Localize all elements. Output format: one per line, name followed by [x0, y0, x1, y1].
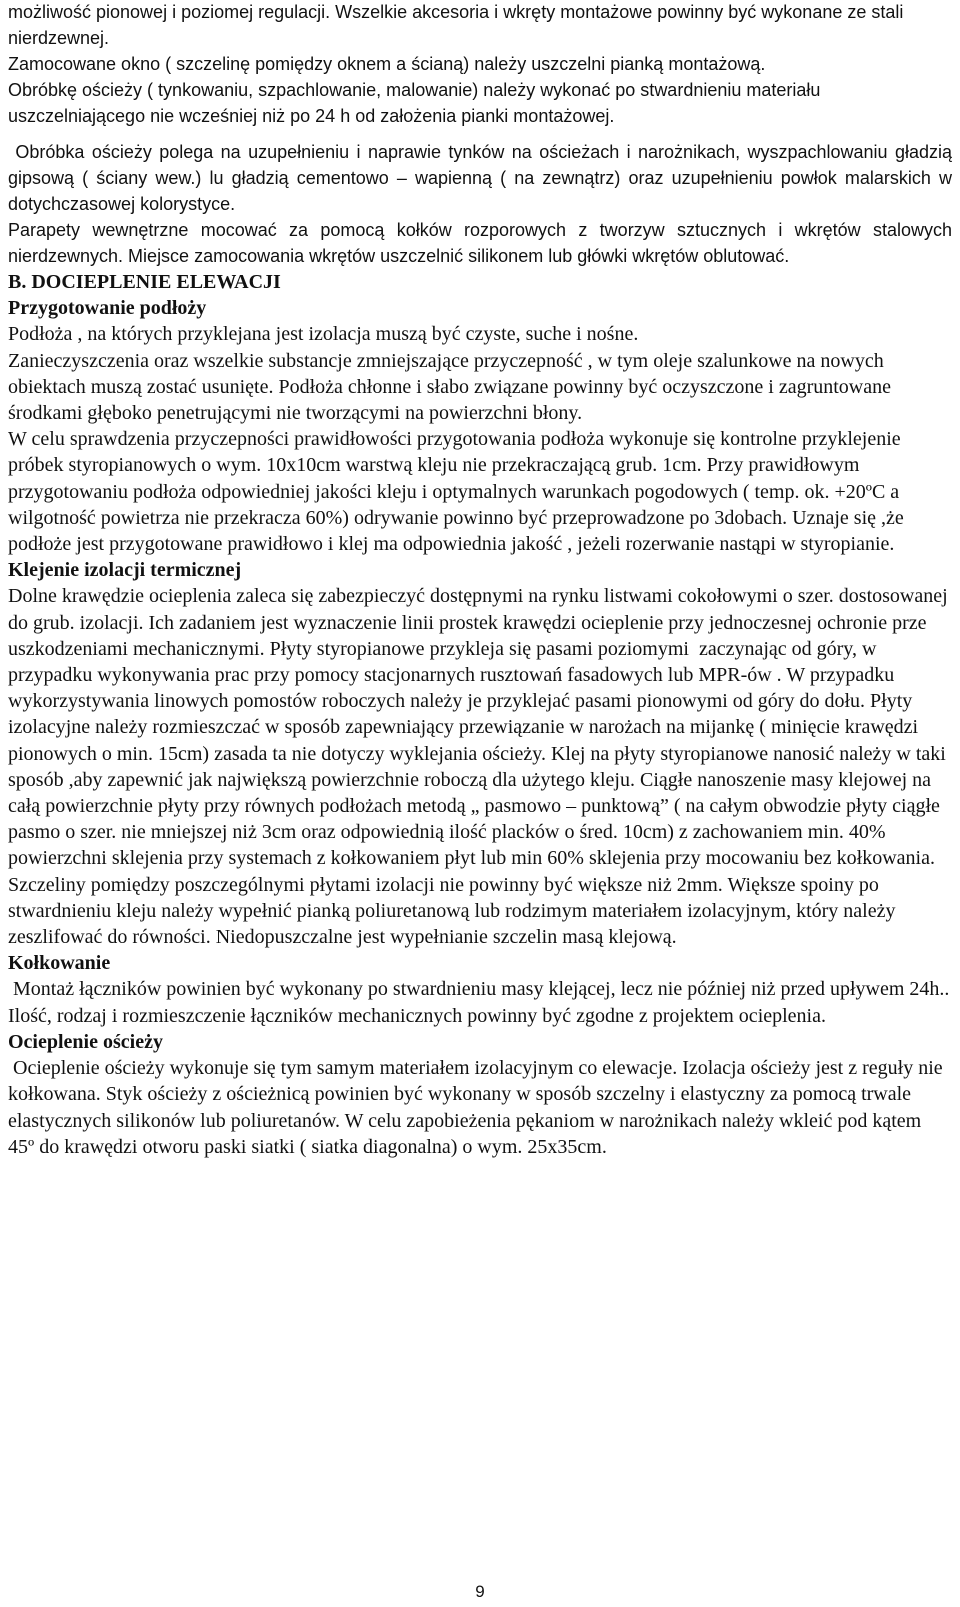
document-page: [8, 0, 958, 1160]
paragraph: Zanieczyszczenia oraz wszelkie substancje zmniejszające przyczepność , w tym oleje szalunkowe na nowych obiektach muszą zostać usunięte. Podłoża chłonne i słabo związane powinny być oczyszczone i zagruntowane środkami głęboko penetrującymi nie tworzącymi na powierzchni błony.: [8, 349, 897, 425]
paragraph-reveal-finishing-scope: Obróbka ościeży polega na uzupełnieniu i naprawie tynków na ościeżach i narożnikach, wyszpachlowaniu gładzią gipsową ( ściany wew.) lu gładzią cementowo – wapienną ( na zewnątrz) oraz uzupełnieniu powłok malarskich w dotychczasowej kolorystyce.: [8, 142, 958, 214]
subsection-insulation-gluing: [8, 557, 952, 950]
subsection-heading: Przygotowanie podłoży: [8, 297, 207, 320]
paragraph: Montaż łączników powinien być wykonany po stwardnieniu masy klejącej, lecz nie później niż przed upływem 24h.. Ilość, rodzaj i rozmieszczenie łączników mechanicznych powinny być zgodne z projektem ocieplenia.: [8, 978, 955, 1027]
page-number: 9: [475, 1582, 485, 1601]
subsection-reveal-insulation: [8, 1029, 952, 1160]
subsection-anchoring: [8, 950, 955, 1029]
paragraph: Dolne krawędzie ocieplenia zaleca się zabezpieczyć dostępnymi na rynku listwami cokołowymi o szer. dostosowanej do grub. izolacji. Ich zadaniem jest wyznaczenie linii prostek krawędzi ocieplenie przy jednoczesnej ochronie prze uszkodzeniami mechanicznymi. Płyty styropianowe przykleja się pasami poziomymi zaczynając od góry, w przypadku wykonywania prac przy pomocy stacjonarnych rusztowań fasadowych lub MPR-ów . W przypadku wykorzystywania linowych pomostów roboczych należy je przyklejać pasami pionowymi od góry do dołu. Płyty izolacyjne należy rozmieszczać w sposób zapewniający przewiązanie w narożach na mijankę ( minięcie krawędzi pionowych o min. 15cm) zasada ta nie dotyczy wyklejania ościeży. Klej na płyty styropianowe nanosić należy w taki sposób ,aby zapewnić jak największą powierzchnie roboczą dla użytego kleju. Ciągłe nanoszenie masy klejowej na całą powierzchnie płyty przy równych podłożach metodą „ pasmowo – punktową” ( na całym obwodzie płyty ciągłe pasmo o szer. nie mniejszej niż 3cm oraz odpowiednią ilość placków o śred. 10cm) z zachowaniem min. 40% powierzchni sklejenia przy systemach z kołkowaniem płyt lub min 60% sklejenia przy mocowaniu bez kołkowania. Szczeliny pomiędzy poszczególnymi płytami izolacji nie powinny być większe niż 2mm. Większe spoiny po stwardnieniu kleju należy wypełnić pianką poliuretanową lub rodzimym materiałem izolacyjnym, który należy zeszlifować do równości. Niedopuszczalne jest wypełnianie szczelin masą klejową.: [8, 585, 953, 949]
section-window-installation: [8, 0, 958, 269]
paragraph-reveal-finishing-timing: Obróbkę ościeży ( tynkowaniu, szpachlowanie, malowanie) należy wykonać po stwardnieniu materiału uszczelniającego nie wcześniej niż po 24 h od założenia pianki montażowej.: [8, 80, 826, 126]
paragraph-window-fittings: możliwość pionowej i poziomej regulacji. Wszelkie akcesoria i wkręty montażowe powinny być wykonane ze stali nierdzewnej.: [8, 2, 909, 48]
paragraph: W celu sprawdzenia przyczepności prawidłowości przygotowania podłoża wykonuje się kontrolne przyklejenie próbek styropianowych o wym. 10x10cm warstwą kleju nie przekraczającą grub. 1cm. Przy prawidłowym przygotowaniu podłoża odpowiedniej jakości kleju i optymalnych warunkach pogodowych ( temp. ok. +20ºC a wilgotność powietrza nie przekracza 60%) odrywanie powinno być przeprowadzone po 3dobach. Uznaje się ,że podłoże jest przygotowane prawidłowo i klej ma odpowiednia jakość , jeżeli rozerwanie nastąpi w styropianie.: [8, 428, 909, 556]
subsection-heading: Ocieplenie ościeży: [8, 1030, 163, 1053]
subsection-heading: Klejenie izolacji termicznej: [8, 559, 242, 582]
section-title: B. DOCIEPLENIE ELEWACJI: [8, 271, 281, 293]
subsection-heading: Kołkowanie: [8, 952, 111, 975]
paragraph-window-sills: Parapety wewnętrzne mocować za pomocą kołków rozporowych z tworzyw sztucznych i wkrętów stalowych nierdzewnych. Miejsce zamocowania wkrętów uszczelnić silikonem lub główki wkrętów oblutować.: [8, 220, 958, 266]
paragraph: Podłoża , na których przyklejana jest izolacja muszą być czyste, suche i nośne.: [8, 323, 639, 346]
subsection-substrate-preparation: [8, 295, 952, 557]
paragraph: Ocieplenie ościeży wykonuje się tym samym materiałem izolacyjnym co elewacje. Izolacja ościeży jest z reguły nie kołkowana. Styk ościeży z ościeżnicą powinien być wykonany w sposób szczelny i elastyczny za pomocą trwale elastycznych silikonów lub poliuretanów. W celu zapobieżenia pękaniom w narożnikach należy wkleić pod kątem 45º do krawędzi otworu paski siatki ( siatka diagonalna) o wym. 25x35cm.: [8, 1057, 948, 1158]
paragraph-window-sealing: Zamocowane okno ( szczelinę pomiędzy oknem a ścianą) należy uszczelni pianką montażową.: [8, 54, 766, 74]
